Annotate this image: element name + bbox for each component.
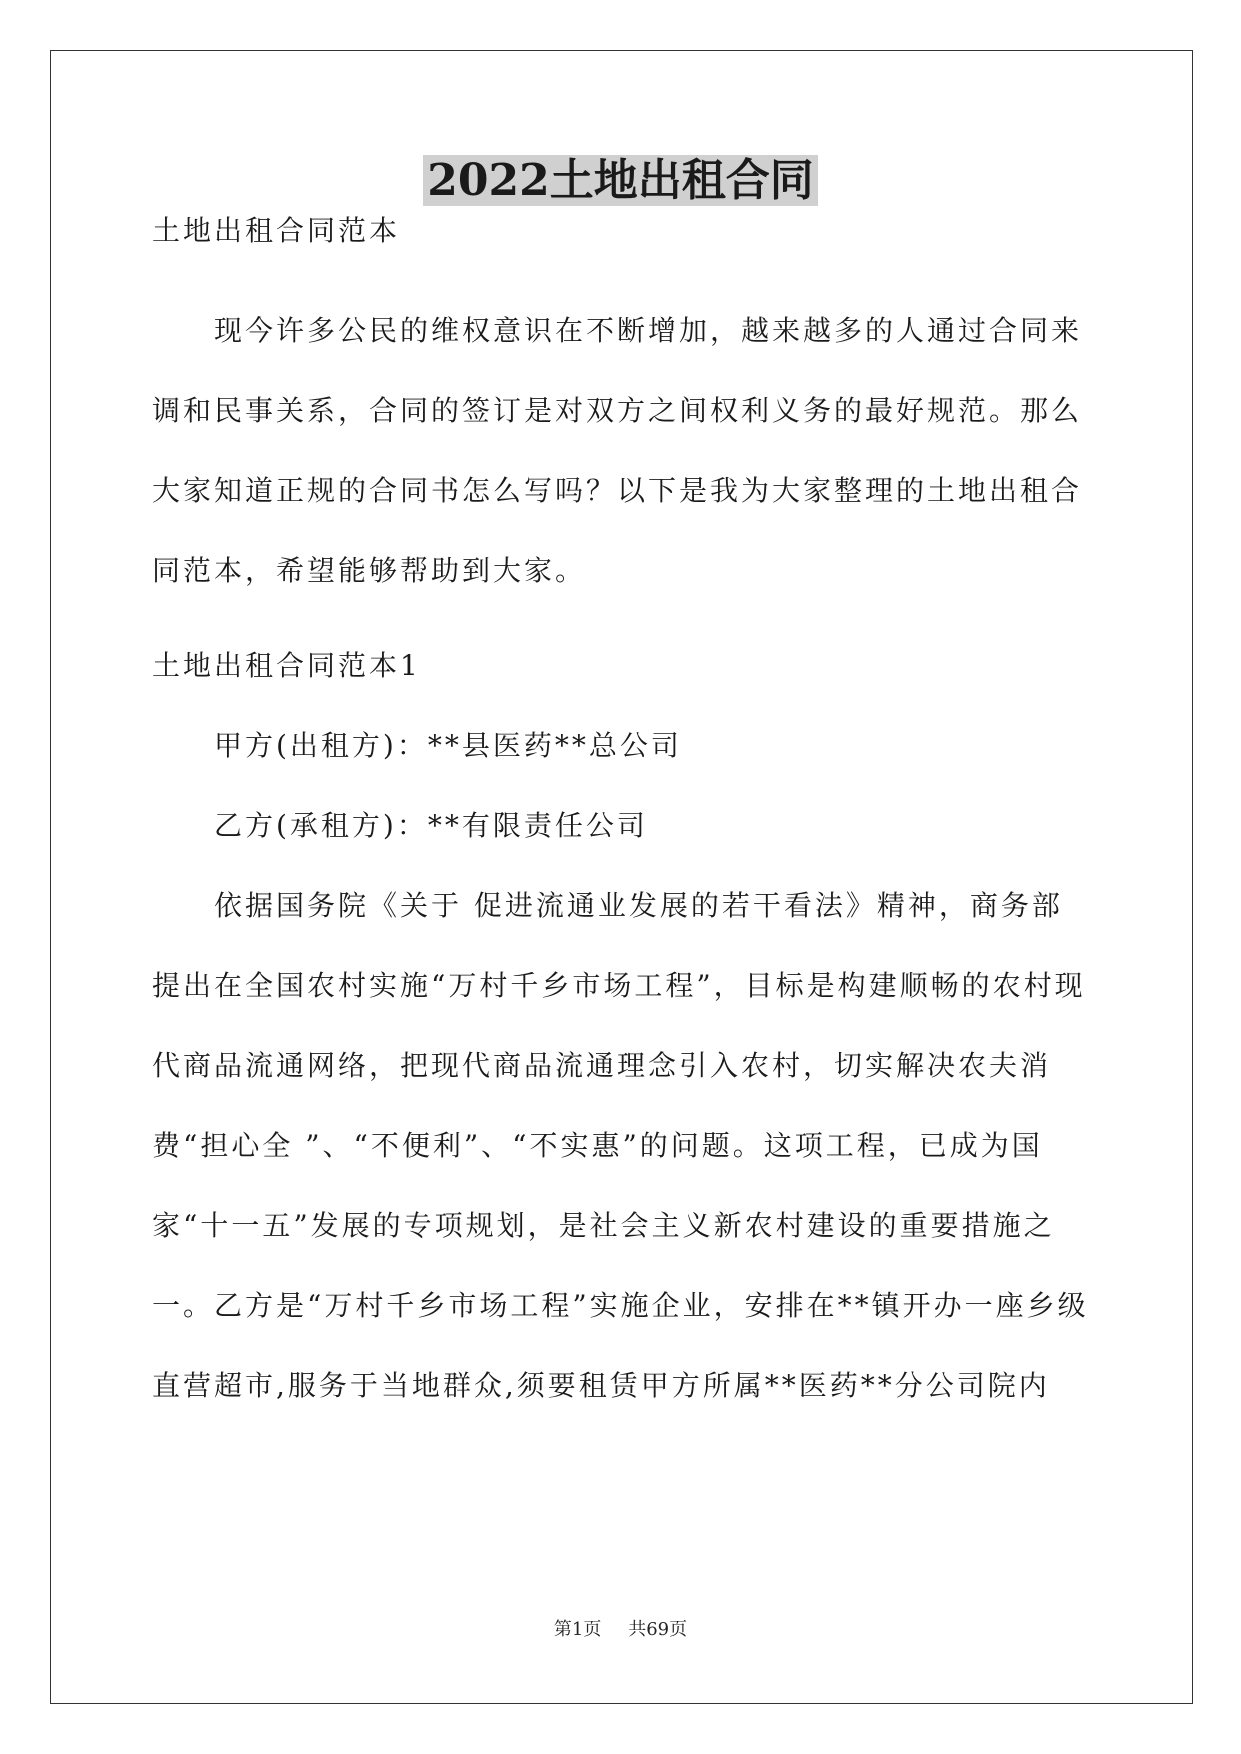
- document-subtitle: 土地出租合同范本: [152, 214, 401, 247]
- party-b-description-paragraph: 乙方是“万村千乡市场工程”实施企业，安排在**镇开办一座乡级直营超市,服务于当地群众,须要租赁甲方所属**医药**分公司院内: [152, 1289, 1089, 1402]
- document-title-text: 2022土地出租合同: [423, 155, 817, 206]
- party-a-line: 甲方(出租方)：**县医药**总公司: [214, 729, 682, 762]
- intro-paragraph: 现今许多公民的维权意识在不断增加，越来越多的人通过合同来调和民事关系，合同的签订是对双方之间权利义务的最好规范。那么大家知道正规的合同书怎么写吗？以下是我为大家整理的土地出租合同范本，希望能够帮助到大家。: [152, 314, 1083, 587]
- page-footer: [0, 1615, 1241, 1641]
- page-number: 第1页: [553, 1619, 602, 1640]
- party-b-line: 乙方(承租方)：**有限责任公司: [214, 809, 648, 842]
- page-total: 共69页: [628, 1619, 688, 1640]
- basis-paragraph: 依据国务院《关于 促进流通业发展的若干看法》精神，商务部提出在全国农村实施“万村千乡市场工程”，目标是构建顺畅的农村现代商品流通网络，把现代商品流通理念引入农村，切实解决农夫消费“担心全 ”、“不便利”、“不实惠”的问题。这项工程，已成为国家“十一五”发展的专项规划，是社会主义新农村建设的重要措施之一。: [152, 889, 1086, 1322]
- section-heading: 土地出租合同范本1: [152, 649, 421, 682]
